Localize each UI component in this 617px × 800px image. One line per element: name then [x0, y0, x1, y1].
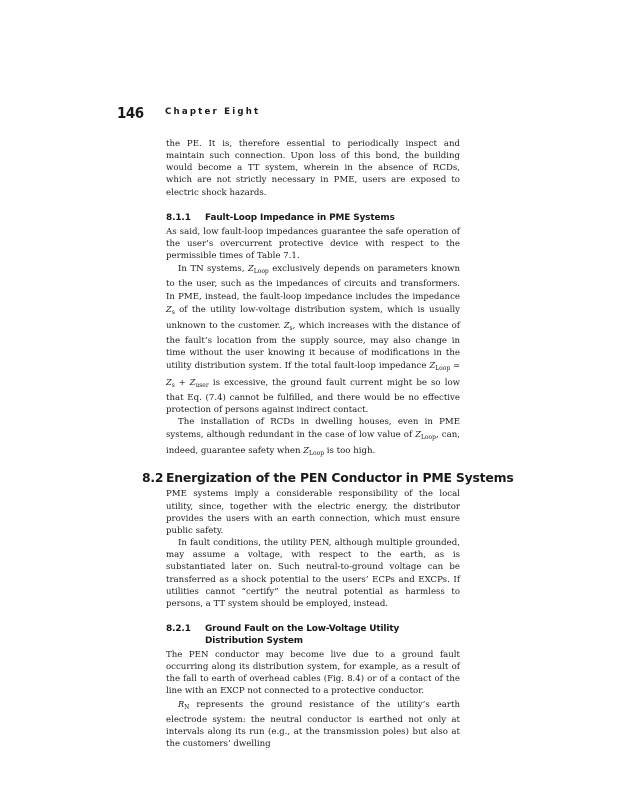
- equation-fault-loop: $Z_{Loop} = Z_s + Z_{user}$: [166, 360, 460, 389]
- paragraph: the PE. It is, therefore essential to periodically inspect and maintain such connection. Upon loss of this bond, the building would become a TT system, wherein in the absence of RCDs, which are not strictly necessary in PME, users are exposed to electric shock hazards.: [166, 139, 460, 198]
- paragraph: As said, low fault-loop impedances guarantee the safe operation of the user’s overcurrent protective device with respect to the permissible times of Table 7.1.: [166, 226, 460, 262]
- symbol-z-loop: $Z_{Loop}$: [248, 263, 269, 276]
- running-head: Chapter Eight: [165, 107, 261, 117]
- section-heading-8-2-1: [166, 623, 460, 647]
- section-number: 8.1.1: [166, 212, 191, 223]
- paragraph: In fault conditions, the utility PEN, although multiple grounded, may assume a voltage, with respect to the earth, as is substantiated later on. Such neutral-to-ground voltage can be transferred as a shock potential to the users’ ECPs and EXCPs. If utilities cannot “certify” the neutral potential as harmless to persons, a TT system should be employed, instead.: [166, 538, 460, 609]
- section-heading-8-1-1: [166, 212, 460, 224]
- section-title: Ground Fault on the Low-Voltage Utility Distribution System: [205, 624, 400, 646]
- symbol-r-n: $R_N$: [178, 698, 190, 711]
- symbol-z-s: $Z_s$: [166, 303, 175, 316]
- paragraph: PME systems imply a considerable responsibility of the local utility, since, together with the electric energy, the distributor provides the users with an earth connection, which must ensure public safety.: [166, 489, 460, 536]
- page-number: 146: [117, 104, 144, 122]
- section-number: 8.2.1: [166, 624, 191, 634]
- symbol-z-s: $Z_s$: [283, 319, 293, 332]
- section-title: Energization of the PEN Conductor in PME Systems: [166, 470, 514, 486]
- page-body: [142, 138, 514, 750]
- paragraph: The PEN conductor may become live due to a ground fault occurring along its distribution system, for example, as a result of the fall to earth of overhead cables (Fig. 8.4) or of a contact of the line with an EXCP not connected to a protective conductor.: [166, 650, 460, 697]
- section-number: 8.2: [142, 470, 164, 486]
- paragraph: The installation of RCDs in dwelling houses, even in PME systems, although redundant in the case of low value of $Z_{Loop}$, can, indeed, guarantee safety when $Z_{Loop}$ is too high.: [166, 416, 460, 458]
- symbol-z-loop: $Z_{Loop}$: [415, 429, 436, 442]
- paragraph: $R_N$ represents the ground resistance of the utility’s earth electrode system: the neutral conductor is earthed not only at intervals along its run (e.g., at the transmission poles) but also at the customers’ dwelling: [166, 698, 460, 750]
- section-title: Fault-Loop Impedance in PME Systems: [205, 212, 395, 223]
- section-heading-8-2: [142, 470, 514, 486]
- symbol-z-loop: $Z_{Loop}$: [303, 445, 325, 458]
- paragraph: In TN systems, $Z_{Loop}$ exclusively depends on parameters known to the user, such as the impedances of circuits and transformers. In PME, instead, the fault-loop impedance includes the impedance $Z_s$ of the utility low-voltage distribution system, which is usually unknown to the customer. $Z_s$, which increases with the distance of the fault’s location from the supply source, may also change in time without the user knowing it because of modifications in the utility distribution system. If the total fault-loop impedance $Z_{Loop} = Z_s + Z_{user}$ is excessive, the ground fault current might be so low that Eq. (7.4) cannot be fulfilled, and there would be no effective protection of persons against indirect contact.: [166, 263, 460, 415]
